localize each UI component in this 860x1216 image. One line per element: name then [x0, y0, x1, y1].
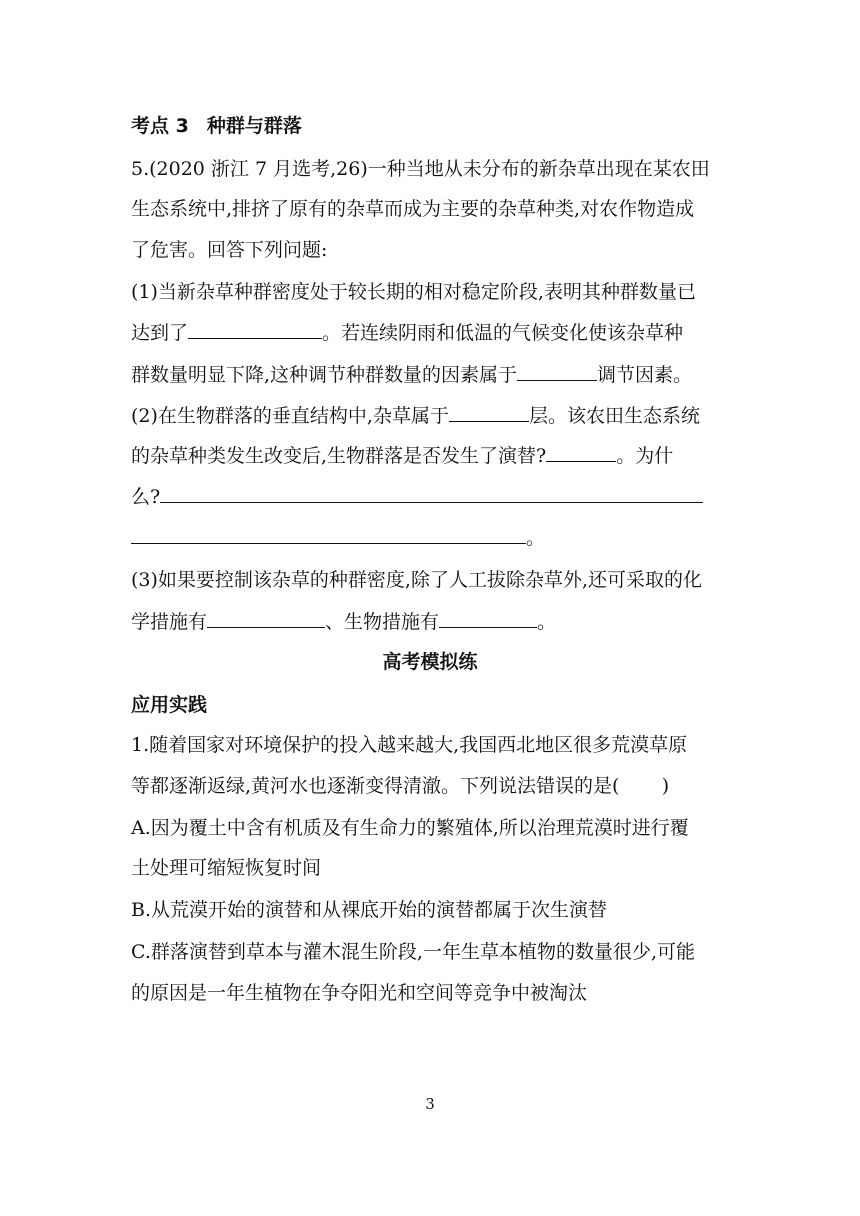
page-number: 3 [425, 1095, 435, 1113]
text: 群数量明显下降,这种调节种群数量的因素属于 [131, 364, 518, 386]
q5-line-2: 生态系统中,排挤了原有的杂草而成为主要的杂草种类,对农作物造成 [131, 198, 695, 220]
text: 调节因素。 [597, 364, 693, 386]
text: 。为什 [616, 445, 674, 467]
q5-part1-line-3 [131, 362, 692, 387]
text: 学措施有 [131, 611, 208, 633]
answer-blank-4[interactable] [546, 443, 616, 462]
section-heading-mock: 高考模拟练 [382, 651, 478, 673]
q5-part2-line-3 [131, 484, 703, 509]
section-heading [131, 114, 302, 138]
answer-blank-1[interactable] [188, 320, 322, 339]
text: 。 [526, 527, 546, 549]
text: 、生物措施有 [325, 611, 440, 633]
answer-blank-7[interactable] [207, 609, 325, 628]
text: 么? [131, 486, 161, 508]
q1-line-1: 1.随着国家对环境保护的投入越来越大,我国西北地区很多荒漠草原 [131, 734, 688, 756]
option-c-line-2: 的原因是一年生植物在争夺阳光和空间等竞争中被淘汰 [131, 982, 588, 1004]
q5-part3-line-1: (3)如果要控制该杂草的种群密度,除了人工拔除杂草外,还可采取的化 [131, 569, 702, 591]
q5-part3-line-2 [131, 609, 556, 634]
section-title: 种群与群落 [206, 115, 302, 137]
q5-part1-line-2 [131, 320, 683, 345]
q5-line-3: 了危害。回答下列问题: [131, 239, 328, 261]
section-label: 考点 3 [131, 115, 189, 137]
text: 。 [537, 611, 557, 633]
text: 的杂草种类发生改变后,生物群落是否发生了演替? [131, 445, 547, 467]
answer-blank-2[interactable] [517, 362, 597, 381]
q5-part2-line-1 [131, 403, 700, 428]
option-c-line-1: C.群落演替到草本与灌木混生阶段,一年生草本植物的数量很少,可能 [131, 941, 695, 963]
q5-part2-line-4 [131, 525, 545, 550]
q5-part1-line-1: (1)当新杂草种群密度处于较长期的相对稳定阶段,表明其种群数量已 [131, 281, 696, 303]
text: 。若连续阴雨和低温的气候变化使该杂草种 [322, 322, 684, 344]
text: 达到了 [131, 322, 189, 344]
answer-blank-5[interactable] [160, 484, 703, 503]
option-b: B.从荒漠开始的演替和从裸底开始的演替都属于次生演替 [131, 899, 608, 921]
option-a-line-2: 土处理可缩短恢复时间 [131, 857, 322, 879]
text: (2)在生物群落的垂直结构中,杂草属于 [131, 405, 449, 427]
answer-blank-8[interactable] [439, 609, 537, 628]
text: 层。该农田生态系统 [528, 405, 700, 427]
answer-blank-3[interactable] [449, 403, 529, 422]
q5-line-1: 5.(2020 浙江 7 月选考,26)一种当地从未分布的新杂草出现在某农田 [131, 158, 710, 180]
option-a-line-1: A.因为覆土中含有机质及有生命力的繁殖体,所以治理荒漠时进行覆 [131, 817, 689, 839]
q5-part2-line-2 [131, 443, 673, 468]
answer-blank-6[interactable] [131, 525, 526, 544]
subheading: 应用实践 [131, 694, 208, 716]
q1-line-2: 等都逐渐返绿,黄河水也逐渐变得清澈。下列说法错误的是( ) [131, 775, 670, 797]
